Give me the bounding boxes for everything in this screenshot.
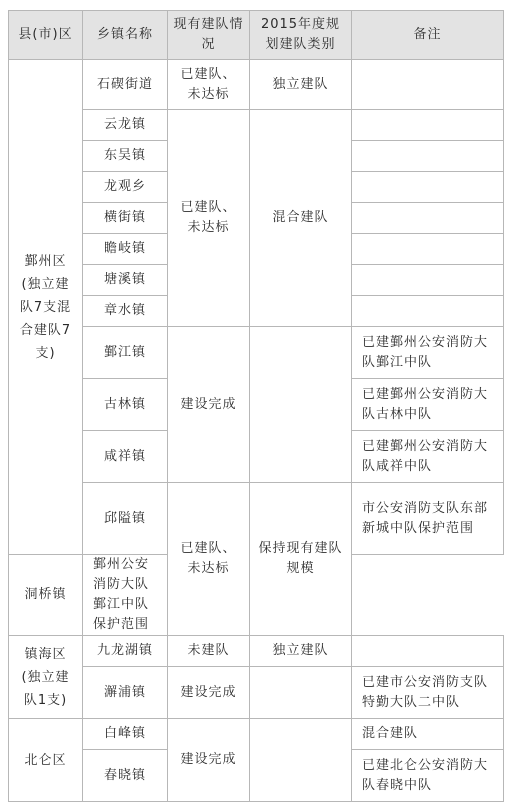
town-cell: 洞桥镇 bbox=[9, 555, 83, 636]
note-cell: 市公安消防支队东部新城中队保护范围 bbox=[352, 483, 504, 555]
status-cell: 建设完成 bbox=[168, 719, 250, 802]
status-cell: 建设完成 bbox=[168, 667, 250, 719]
plan-cell: 保持现有建队规模 bbox=[250, 483, 352, 636]
header-town: 乡镇名称 bbox=[83, 11, 168, 60]
plan-cell bbox=[250, 719, 352, 802]
county-beilun: 北仑区 bbox=[24, 752, 67, 768]
county-cell-beilun bbox=[9, 719, 83, 802]
town-cell: 龙观乡 bbox=[83, 172, 168, 203]
note-cell bbox=[352, 172, 504, 203]
note-cell: 已建鄞州公安消防大队咸祥中队 bbox=[352, 431, 504, 483]
table-row bbox=[9, 667, 504, 719]
table-row bbox=[9, 327, 504, 379]
town-cell: 邱隘镇 bbox=[83, 483, 168, 555]
county-yinzhou: 鄞州区(独立建队7支混合建队7支) bbox=[19, 253, 72, 361]
town-cell: 春晓镇 bbox=[83, 750, 168, 802]
status-cell: 未建队 bbox=[168, 636, 250, 667]
plan-cell bbox=[250, 667, 352, 719]
table-row bbox=[9, 60, 504, 110]
town-cell: 鄞江镇 bbox=[83, 327, 168, 379]
table-header-row bbox=[9, 11, 504, 60]
note-cell: 已建北仑公安消防大队春晓中队 bbox=[352, 750, 504, 802]
town-cell: 塘溪镇 bbox=[83, 265, 168, 296]
town-cell: 石碶街道 bbox=[83, 60, 168, 110]
town-cell: 澥浦镇 bbox=[83, 667, 168, 719]
header-county: 县(市)区 bbox=[9, 11, 83, 60]
town-cell: 九龙湖镇 bbox=[83, 636, 168, 667]
note-cell bbox=[352, 141, 504, 172]
note-cell: 已建鄞州公安消防大队鄞江中队 bbox=[352, 327, 504, 379]
note-cell bbox=[352, 265, 504, 296]
note-cell: 鄞州公安消防大队鄞江中队保护范围 bbox=[83, 555, 168, 636]
note-cell bbox=[352, 60, 504, 110]
town-cell: 东吴镇 bbox=[83, 141, 168, 172]
town-cell: 瞻岐镇 bbox=[83, 234, 168, 265]
town-cell: 白峰镇 bbox=[83, 719, 168, 750]
note-cell: 已建鄞州公安消防大队古林中队 bbox=[352, 379, 504, 431]
table-row bbox=[9, 719, 504, 750]
header-status: 现有建队情况 bbox=[168, 11, 250, 60]
plan-cell bbox=[250, 327, 352, 483]
note-cell bbox=[352, 636, 504, 667]
status-cell: 已建队、未达标 bbox=[168, 60, 250, 110]
plan-cell: 混合建队 bbox=[250, 110, 352, 327]
header-note: 备注 bbox=[352, 11, 504, 60]
header-plan: 2015年度规划建队类别 bbox=[250, 11, 352, 60]
town-cell: 横街镇 bbox=[83, 203, 168, 234]
table-row bbox=[9, 110, 504, 141]
county-cell-yinzhou bbox=[9, 60, 83, 555]
note-cell: 混合建队 bbox=[352, 719, 504, 750]
status-cell: 已建队、未达标 bbox=[168, 483, 250, 636]
plan-cell: 独立建队 bbox=[250, 636, 352, 667]
plan-cell: 独立建队 bbox=[250, 60, 352, 110]
note-cell bbox=[352, 110, 504, 141]
table-row bbox=[9, 636, 504, 667]
status-cell: 建设完成 bbox=[168, 327, 250, 483]
note-cell: 已建市公安消防支队特勤大队二中队 bbox=[352, 667, 504, 719]
town-cell: 咸祥镇 bbox=[83, 431, 168, 483]
county-zhenhai: 镇海区(独立建队1支) bbox=[21, 646, 70, 708]
town-cell: 古林镇 bbox=[83, 379, 168, 431]
town-cell: 章水镇 bbox=[83, 296, 168, 327]
status-cell: 已建队、未达标 bbox=[168, 110, 250, 327]
note-cell bbox=[352, 203, 504, 234]
town-cell: 云龙镇 bbox=[83, 110, 168, 141]
note-cell bbox=[352, 234, 504, 265]
county-cell-zhenhai bbox=[9, 636, 83, 719]
fire-brigade-plan-table bbox=[8, 10, 504, 802]
table-row bbox=[9, 483, 504, 555]
note-cell bbox=[352, 296, 504, 327]
